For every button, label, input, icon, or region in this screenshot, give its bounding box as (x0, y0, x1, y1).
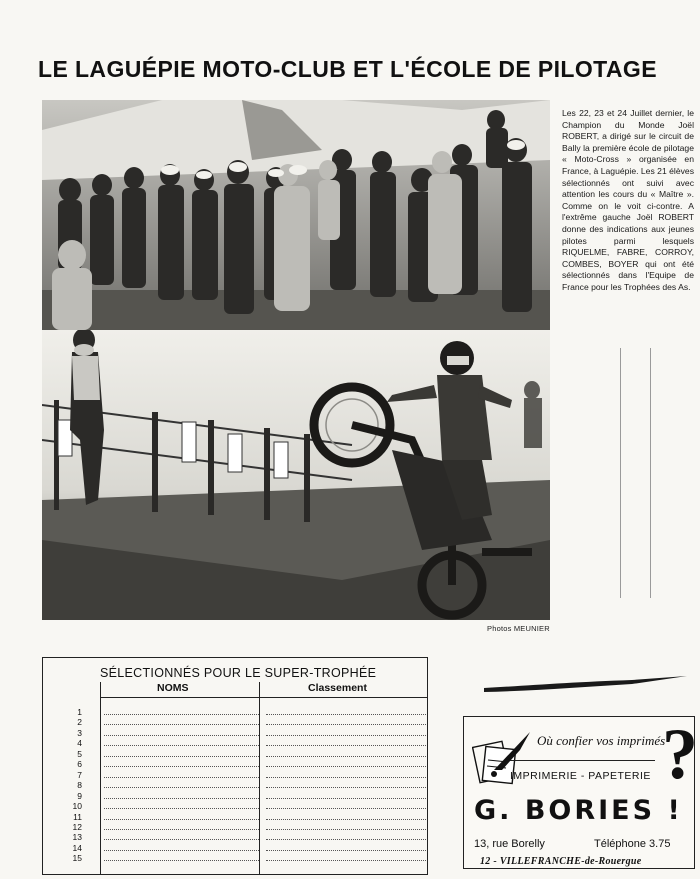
rank-entry-line (266, 850, 426, 851)
name-entry-line (104, 777, 259, 778)
rank-entry-line (266, 714, 426, 715)
table-row (62, 832, 428, 842)
row-number: 11 (73, 811, 82, 822)
row-number: 9 (77, 790, 82, 801)
name-entry-line (104, 819, 259, 820)
ad-address: 13, rue Borelly (474, 838, 545, 850)
name-entry-line (104, 787, 259, 788)
table-row (62, 759, 428, 769)
table-row (62, 812, 428, 822)
row-number: 15 (72, 853, 82, 864)
row-number: 13 (72, 832, 82, 843)
row-number: 5 (77, 748, 82, 759)
photo-group-riders (42, 100, 550, 330)
question-mark-glyph: ? (662, 714, 698, 794)
name-entry-line (104, 714, 259, 715)
table-row (62, 843, 428, 853)
table-row (62, 822, 428, 832)
rank-entry-line (266, 766, 426, 767)
rank-entry-line (266, 735, 426, 736)
group-riders-illustration (42, 100, 550, 330)
rank-entry-line (266, 829, 426, 830)
rank-entry-line (266, 787, 426, 788)
photo-credit: Photos MEUNIER (487, 624, 550, 633)
ad-tagline: Où confier vos imprimés (537, 733, 666, 748)
pen-stroke-ornament (482, 672, 692, 696)
row-number: 12 (72, 821, 82, 832)
column-header-rank: Classement (308, 682, 367, 694)
name-entry-line (104, 745, 259, 746)
rank-entry-line (266, 745, 426, 746)
column-header-names: NOMS (157, 682, 189, 694)
name-entry-line (104, 724, 259, 725)
rank-entry-line (266, 756, 426, 757)
table-row (62, 728, 428, 738)
photo-wheelie-rider (42, 330, 550, 620)
name-entry-line (104, 798, 259, 799)
table-row (62, 791, 428, 801)
row-number: 8 (77, 780, 82, 791)
table-title: SÉLECTIONNÉS POUR LE SUPER-TROPHÉE (100, 666, 377, 680)
name-entry-line (104, 850, 259, 851)
page-title: LE LAGUÉPIE MOTO-CLUB ET L'ÉCOLE DE PILOTAGE (38, 56, 657, 82)
rank-entry-line (266, 724, 426, 725)
name-entry-line (104, 839, 259, 840)
rank-entry-line (266, 777, 426, 778)
name-entry-line (104, 860, 259, 861)
name-entry-line (104, 808, 259, 809)
rank-entry-line (266, 819, 426, 820)
divider-line (620, 348, 621, 598)
table-row (62, 780, 428, 790)
row-number: 10 (72, 801, 82, 812)
row-number: 14 (72, 842, 82, 853)
ad-city: 12 - VILLEFRANCHE-de-Rouergue (480, 856, 642, 867)
table-row (62, 717, 428, 727)
row-number: 3 (77, 727, 82, 738)
table-row (62, 770, 428, 780)
table-row (62, 853, 428, 863)
rank-entry-line (266, 839, 426, 840)
name-entry-line (104, 766, 259, 767)
name-entry-line (104, 756, 259, 757)
article-body: Les 22, 23 et 24 Juillet dernier, le Champion du Monde Joël ROBERT, a dirigé sur le circuit de Bally la première école de pilotage « Moto-Cross » organisée en France, à Laguépie. Les 21 élèves sélectionnés ont suivi avec attention les cours du « Maître ». Comme on le voit ci-contre. A l'extrême gauche Joël ROBERT donne des indications aux jeunes pilotes parmi lesquels RIQUELME, FABRE, CORROY, COMBES, BOYER qui ont été sélectionnés dans l'Equipe de France pour les Trophées des As. (562, 108, 694, 292)
name-entry-line (104, 829, 259, 830)
row-number: 6 (77, 759, 82, 770)
name-entry-line (104, 735, 259, 736)
rank-entry-line (266, 798, 426, 799)
ad-subtitle: IMPRIMERIE - PAPETERIE (510, 770, 651, 782)
wheelie-illustration (42, 330, 550, 620)
row-number: 1 (77, 707, 82, 717)
table-row (62, 801, 428, 811)
rank-entry-line (266, 808, 426, 809)
rank-entry-line (266, 860, 426, 861)
table-row (62, 749, 428, 759)
table-header-rule (100, 697, 428, 698)
ad-company-name: G. BORIES ! (474, 795, 683, 826)
ad-rule (510, 760, 655, 761)
ad-phone: Téléphone 3.75 (594, 838, 671, 850)
row-number: 7 (77, 769, 82, 780)
row-number: 4 (77, 738, 82, 749)
row-number: 2 (77, 717, 82, 728)
divider-line (650, 348, 651, 598)
table-row (62, 707, 428, 717)
table-row (62, 738, 428, 748)
